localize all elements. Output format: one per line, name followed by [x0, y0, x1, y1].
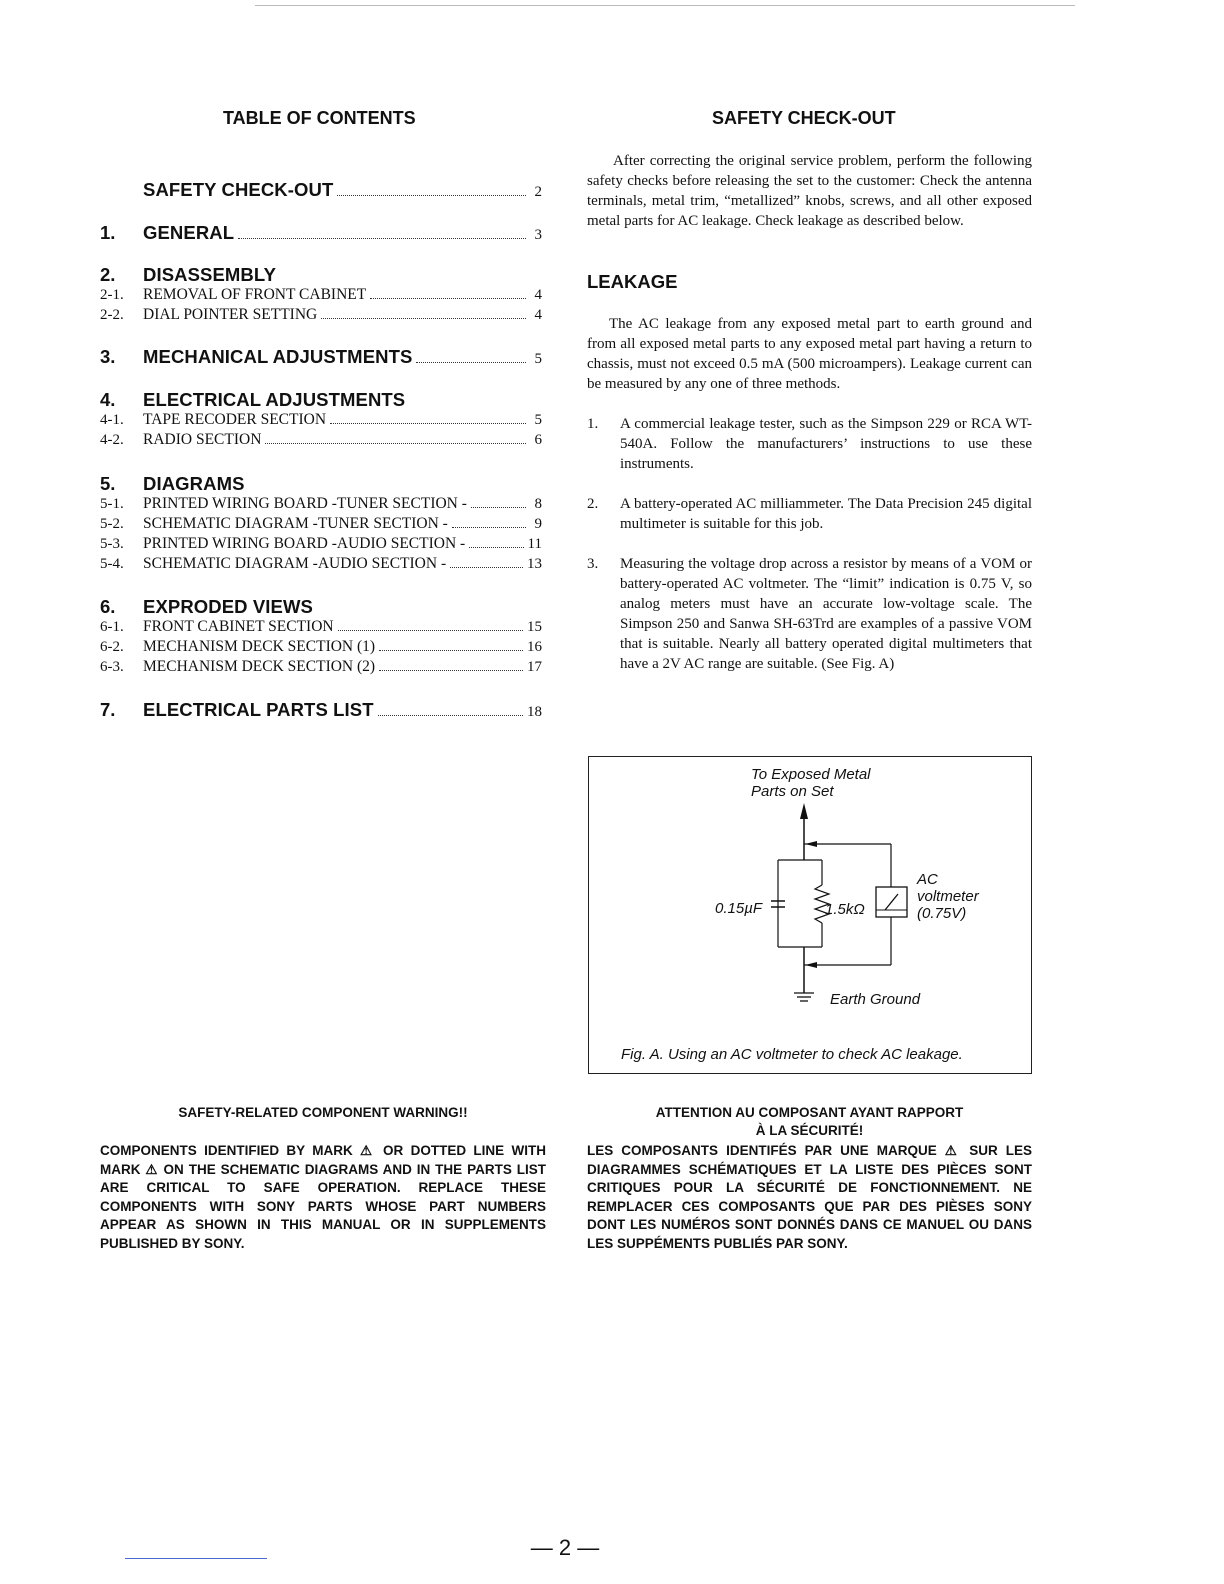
toc-entry-title: FRONT CABINET SECTION: [143, 618, 334, 635]
toc-entry-page: 15: [527, 619, 542, 635]
toc-entry-page: 9: [534, 516, 542, 532]
toc-entry: [100, 286, 542, 304]
top-label-line-2: Parts on Set: [751, 783, 834, 800]
warning-fr-title-2: À LA SÉCURITÉ!: [755, 1123, 864, 1138]
toc-entry-title: MECHANISM DECK SECTION (1): [143, 638, 376, 655]
toc-entry-title: SAFETY CHECK-OUT: [143, 179, 334, 200]
toc-entry-number: 2-2.: [100, 307, 124, 323]
toc-entry-title: SCHEMATIC DIAGRAM -TUNER SECTION -: [143, 515, 448, 532]
toc-entry: [100, 411, 542, 429]
toc-entry-number: 6-1.: [100, 619, 124, 635]
toc-entry: [100, 596, 542, 618]
toc-entry-number: 4-2.: [100, 432, 124, 448]
toc-entry-number: 6.: [100, 596, 116, 617]
figure-caption: Fig. A. Using an AC voltmeter to check AC leakage.: [621, 1046, 963, 1063]
meter-label-range: (0.75V): [917, 905, 967, 922]
toc-entry-page: 17: [527, 659, 542, 675]
method-item: [587, 554, 1032, 674]
arrow-up-icon: [800, 803, 808, 819]
method-text: A battery-operated AC milliammeter. The Data Precision 245 digital multimeter is suitable for this job.: [620, 496, 1032, 532]
toc-entry-number: 3.: [100, 346, 116, 367]
toc-entry-page: 6: [534, 432, 542, 448]
toc-leader-dots: [379, 650, 523, 651]
method-text: Measuring the voltage drop across a resistor by means of a VOM or battery-operated AC voltmeter. The “limit” indication is 0.75 V, so analog meters must have an accurate low-voltage scale. The Simpson 250 and Sanwa SH-63Trd are examples of a passive VOM that is suitable. Nearly all battery operated digital multimeters that have a 2V AC range are suitable. (See Fig. A): [620, 556, 1032, 672]
top-rule: [255, 5, 1075, 6]
toc-entry: [100, 431, 542, 449]
toc-entry: [100, 495, 542, 513]
toc-entry-title: ELECTRICAL ADJUSTMENTS: [143, 389, 406, 410]
toc-entry: [100, 638, 542, 656]
toc-entry: [100, 346, 542, 368]
toc-entry-page: 13: [527, 556, 542, 572]
toc-entry-page: 18: [527, 704, 542, 720]
leakage-text: The AC leakage from any exposed metal part to earth ground and from all exposed metal parts to any exposed metal part having a return to chassis, must not exceed 0.5 mA (500 microampers). Leakage current can be measured by any one of three methods.: [587, 316, 1032, 392]
toc-entry-number: 5-3.: [100, 536, 124, 552]
toc-leader-dots: [238, 238, 526, 239]
toc-leader-dots: [370, 298, 526, 299]
toc-entry-number: 2.: [100, 264, 116, 285]
toc-entry-title: SCHEMATIC DIAGRAM -AUDIO SECTION -: [143, 555, 447, 572]
toc-entry-page: 11: [527, 536, 542, 552]
toc-entry: [100, 515, 542, 533]
warning-fr-title-1: ATTENTION AU COMPOSANT AYANT RAPPORT: [655, 1105, 964, 1120]
toc-leader-dots: [265, 443, 526, 444]
toc-entry: [100, 473, 542, 495]
toc-entry-title: PRINTED WIRING BOARD -AUDIO SECTION -: [143, 535, 466, 552]
warning-en-title: SAFETY-RELATED COMPONENT WARNING!!: [178, 1105, 468, 1120]
toc-entry-page: 4: [534, 307, 542, 323]
resistor-label: 1.5kΩ: [825, 901, 865, 918]
toc-leader-dots: [337, 195, 526, 196]
method-number: 2.: [587, 496, 599, 512]
toc-entry-number: 2-1.: [100, 287, 124, 303]
toc-leader-dots: [450, 567, 523, 568]
toc-entry-number: 5-4.: [100, 556, 124, 572]
toc-entry-page: 16: [527, 639, 542, 655]
circuit-diagram: [589, 757, 1031, 1073]
warning-en-body: COMPONENTS IDENTIFIED BY MARK ⚠ OR DOTTED LINE WITH MARK ⚠ ON THE SCHEMATIC DIAGRAMS AND IN THE PARTS LIST ARE CRITICAL TO SAFE OPERATION. REPLACE THESE COMPONENTS WITH SONY PARTS WHOSE PART NUMBERS APPEAR AS SHOWN IN THIS MANUAL OR IN SUPPLEMENTS PUBLISHED BY SONY.: [100, 1143, 546, 1251]
warning-fr-body: LES COMPOSANTS IDENTIFÉS PAR UNE MARQUE ⚠ SUR LES DIAGRAMMES SCHÉMATIQUES ET LA LISTE DES PIÈCES SONT CRITIQUES POUR LA SÉCURITÉ DE FONCTIONNEMENT. NE REMPLACER CES COMPOSANTS QUE PAR DES PIÈSES SONY DONT LES NUMÉROS SONT DONNÉS DANS CE MANUEL OU DANS LES SUPPÉMENTS PUBLIÉS PAR SONY.: [587, 1143, 1032, 1251]
toc-entry-number: 7.: [100, 699, 116, 720]
toc-entry-title: ELECTRICAL PARTS LIST: [143, 699, 374, 720]
method-item: [587, 494, 1032, 534]
meter-label-voltmeter: voltmeter: [917, 888, 979, 905]
toc-entry-number: 6-3.: [100, 659, 124, 675]
toc-entry: [100, 222, 542, 244]
toc-entry-title: MECHANISM DECK SECTION (2): [143, 658, 376, 675]
toc-entry: [100, 699, 542, 721]
toc-entry-title: RADIO SECTION: [143, 431, 262, 448]
toc-entry-page: 5: [534, 351, 542, 367]
arrow-left-icon: [805, 841, 817, 847]
toc-entry: [100, 306, 542, 324]
toc-entry-title: PRINTED WIRING BOARD -TUNER SECTION -: [143, 495, 467, 512]
toc-entry-page: 2: [534, 184, 542, 200]
toc-entry-number: 1.: [100, 222, 116, 243]
capacitor-label: 0.15µF: [715, 900, 762, 917]
leakage-heading: LEAKAGE: [587, 271, 678, 292]
toc-leader-dots: [330, 423, 526, 424]
method-text: A commercial leakage tester, such as the Simpson 229 or RCA WT-540A. Follow the manufacturers’ instructions to use these instruments.: [620, 416, 1032, 472]
toc-entry-title: EXPRODED VIEWS: [143, 596, 313, 617]
toc-leader-dots: [471, 507, 526, 508]
toc-entry-page: 5: [534, 412, 542, 428]
toc-entry-title: MECHANICAL ADJUSTMENTS: [143, 346, 413, 367]
toc-entry: [100, 555, 542, 573]
top-label-line-1: To Exposed Metal: [751, 766, 871, 783]
toc-leader-dots: [321, 318, 526, 319]
toc-entry-title: GENERAL: [143, 222, 235, 243]
toc-entry-title: DISASSEMBLY: [143, 264, 277, 285]
toc-entry-title: TAPE RECODER SECTION: [143, 411, 327, 428]
method-number: 3.: [587, 556, 599, 572]
toc-entry-number: 4.: [100, 389, 116, 410]
toc-entry-number: 5.: [100, 473, 116, 494]
toc-entry-number: 5-2.: [100, 516, 124, 532]
toc-leader-dots: [469, 547, 523, 548]
toc-entry-page: 4: [534, 287, 542, 303]
toc-entry: [100, 179, 542, 201]
method-item: [587, 414, 1032, 474]
toc-entry-title: REMOVAL OF FRONT CABINET: [143, 286, 367, 303]
safety-intro: After correcting the original service problem, perform the following safety checks before releasing the set to the customer: Check the antenna terminals, metal trim, “metallized” knobs, screws, and all other exposed metal parts for AC leakage. Check leakage as described below.: [587, 153, 1032, 229]
ground-label: Earth Ground: [830, 991, 921, 1008]
toc-entry-title: DIAL POINTER SETTING: [143, 306, 318, 323]
toc-leader-dots: [452, 527, 526, 528]
toc-entry-number: 4-1.: [100, 412, 124, 428]
toc-entry-page: 8: [534, 496, 542, 512]
safety-heading: SAFETY CHECK-OUT: [712, 108, 896, 128]
toc-leader-dots: [379, 670, 523, 671]
toc-leader-dots: [338, 630, 523, 631]
toc-leader-dots: [416, 362, 526, 363]
toc-entry: [100, 389, 542, 411]
toc-entry: [100, 618, 542, 636]
toc-entry: [100, 658, 542, 676]
toc-entry-page: 3: [534, 227, 542, 243]
toc-leader-dots: [378, 715, 523, 716]
meter-label-ac: AC: [917, 871, 938, 888]
method-number: 1.: [587, 416, 599, 432]
toc-entry-number: 6-2.: [100, 639, 124, 655]
toc-entry-title: DIAGRAMS: [143, 473, 245, 494]
bottom-rule: [125, 1558, 267, 1559]
toc-entry: [100, 264, 542, 286]
toc-heading: TABLE OF CONTENTS: [223, 108, 416, 128]
toc-entry-number: 5-1.: [100, 496, 124, 512]
figure-a: [588, 756, 1032, 1074]
page-number: — 2 —: [530, 1535, 600, 1560]
toc-entry: [100, 535, 542, 553]
arrow-left-icon: [805, 962, 817, 968]
